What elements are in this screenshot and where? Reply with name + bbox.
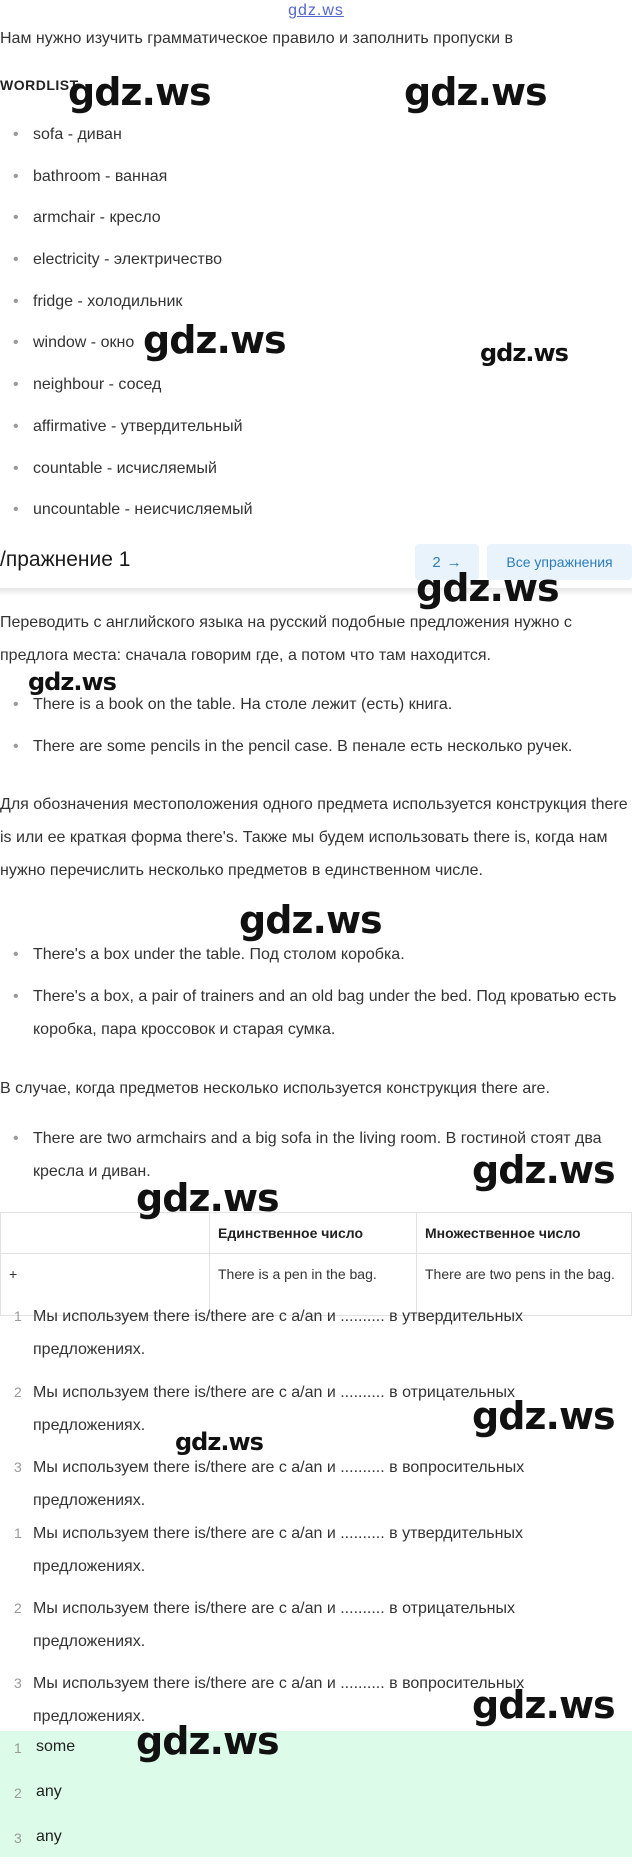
question-text: Мы используем there is/there are с a/an и .......... в утвердительных предложениях. xyxy=(33,1308,523,1358)
question-number: 2 xyxy=(14,1600,22,1616)
watermark: gdz.ws xyxy=(404,70,547,114)
watermark: gdz.ws xyxy=(143,318,286,362)
question-text: Мы используем there is/there are с a/an и .......... в отрицательных предложениях. xyxy=(33,1384,516,1434)
watermark: gdz.ws xyxy=(472,1394,615,1438)
answer-text: some xyxy=(36,1738,76,1755)
arrow-right-icon: → xyxy=(446,553,462,571)
watermark: gdz.ws xyxy=(136,1719,279,1763)
question-number: 1 xyxy=(14,1525,22,1541)
table-cell: There are two pens in the bag. xyxy=(417,1254,632,1316)
list-item: • bathroom - ванная xyxy=(0,164,253,206)
watermark: gdz.ws xyxy=(68,70,211,114)
watermark: gdz.ws xyxy=(416,566,559,610)
watermark: gdz.ws xyxy=(480,339,568,367)
answer-item xyxy=(0,1820,632,1864)
watermark: gdz.ws xyxy=(136,1176,279,1220)
question-number: 1 xyxy=(14,1308,22,1324)
theory-paragraph: В случае, когда предметов несколько используется конструкция there are. xyxy=(0,1080,550,1097)
watermark: gdz.ws xyxy=(28,668,116,696)
example-item: • There are some pencils in the pencil case. В пенале есть несколько ручек. xyxy=(0,730,630,763)
list-item: • electricity - электричество xyxy=(0,247,253,289)
answer-item xyxy=(0,1775,632,1819)
intro-text: Нам нужно изучить грамматическое правило и заполнить пропуски в xyxy=(0,30,514,47)
example-item: • There are two armchairs and a big sofa in the living room. В гостиной стоят два кресла и диван. xyxy=(0,1122,630,1188)
all-exercises-button[interactable]: Все упражнения xyxy=(487,544,632,580)
list-item: • uncountable - неисчисляемый xyxy=(0,497,253,539)
wordlist-title: WORDLIST xyxy=(0,77,79,93)
watermark: gdz.ws xyxy=(472,1148,615,1192)
theory-paragraph: Переводить с английского языка на русский подобные предложения нужно с предлога места: сначала говорим где, а потом что там находится. xyxy=(0,614,572,664)
answer-item xyxy=(0,1730,632,1774)
question-number: 2 xyxy=(14,1384,22,1400)
table-cell: + xyxy=(1,1254,210,1316)
question-number: 3 xyxy=(14,1675,22,1691)
question-text: Мы используем there is/there are с a/an и .......... в утвердительных предложениях. xyxy=(33,1525,523,1575)
example-item: • There is a book on the table. На столе лежит (есть) книга. xyxy=(0,688,630,721)
list-item: • fridge - холодильник xyxy=(0,289,253,331)
answer-text: any xyxy=(36,1783,62,1800)
list-item: • armchair - кресло xyxy=(0,205,253,247)
answer-number: 1 xyxy=(14,1740,22,1756)
answer-text: any xyxy=(36,1828,62,1845)
table-header-row xyxy=(1,1213,632,1254)
theory-paragraph: Для обозначения местоположения одного предмета используется конструкция there is или ее краткая форма there's. Также мы будем использовать there is, когда нам нужно перечислить несколько предметов в единственном числе. xyxy=(0,796,628,879)
example-item: • There's a box under the table. Под столом коробка. xyxy=(0,938,630,971)
answer-number: 2 xyxy=(14,1785,22,1801)
example-item: • There's a box, a pair of trainers and an old bag under the bed. Под кроватью есть коробка, пара кроссовок и старая сумка. xyxy=(0,980,630,1046)
site-logo[interactable]: gdz.ws xyxy=(288,2,344,19)
list-item: • sofa - диван xyxy=(0,122,253,164)
watermark: gdz.ws xyxy=(239,898,382,942)
exercise-title: /пражнение 1 xyxy=(0,548,131,571)
question-text: Мы используем there is/there are с a/an и .......... в вопросительных предложениях. xyxy=(33,1459,525,1509)
list-item: • affirmative - утвердительный xyxy=(0,414,253,456)
list-item: • countable - исчисляемый xyxy=(0,456,253,498)
table-header: Единственное число xyxy=(210,1213,417,1254)
watermark: gdz.ws xyxy=(175,1428,263,1456)
question-text: Мы используем there is/there are с a/an и .......... в вопросительных предложениях. xyxy=(33,1675,525,1725)
table-cell: There is a pen in the bag. xyxy=(210,1254,417,1316)
list-item: • neighbour - сосед xyxy=(0,372,253,414)
table-header: Множественное число xyxy=(417,1213,632,1254)
next-exercise-label: 2 xyxy=(432,553,441,571)
question-number: 3 xyxy=(14,1459,22,1475)
question-text: Мы используем there is/there are с a/an и .......... в отрицательных предложениях. xyxy=(33,1600,516,1650)
answer-number: 3 xyxy=(14,1830,22,1846)
list-item: • window - окно xyxy=(0,330,253,372)
watermark: gdz.ws xyxy=(472,1683,615,1727)
